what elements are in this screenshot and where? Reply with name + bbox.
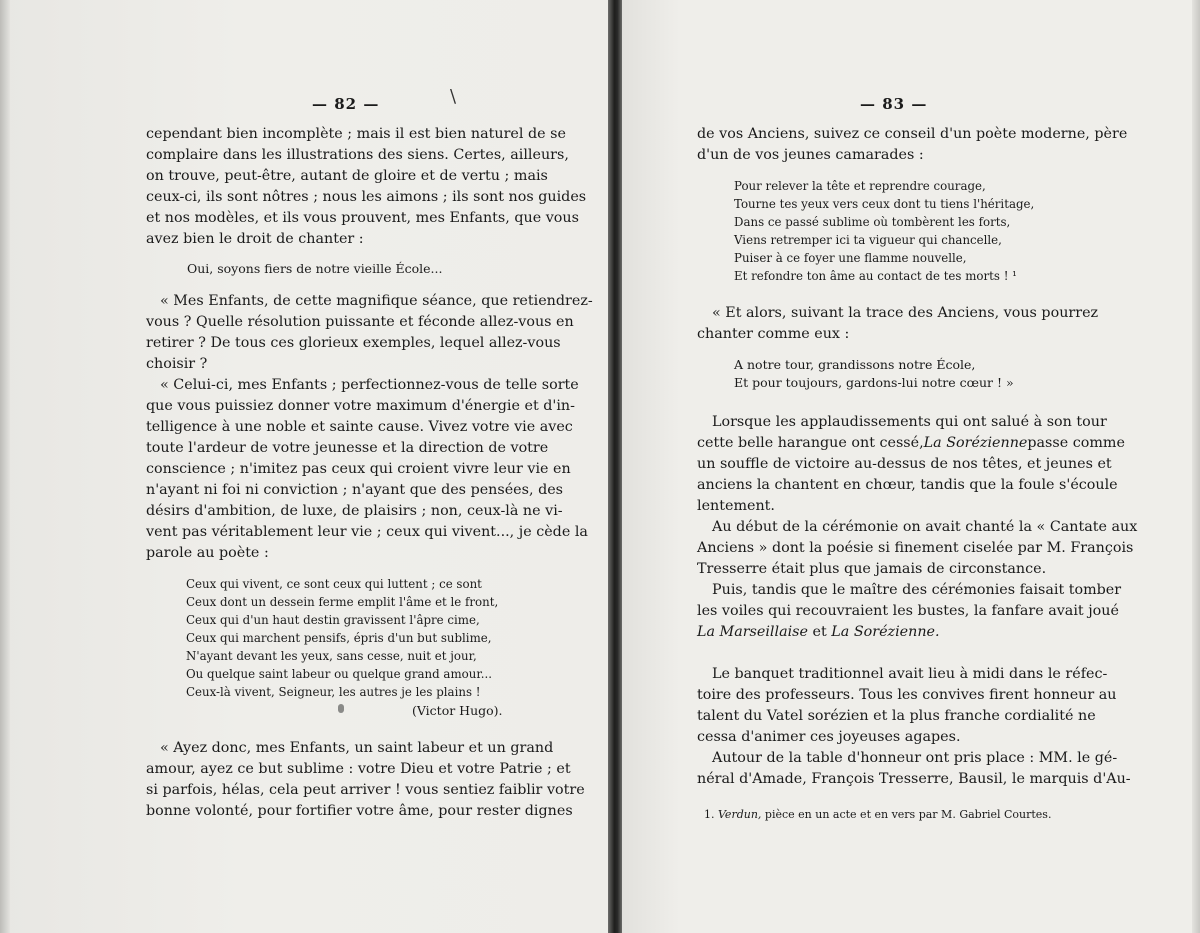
text-line: « Et alors, suivant la trace des Anciens, vous pourrez (712, 305, 1099, 321)
verse-line: Et refondre ton âme au contact de tes morts ! ¹ (734, 269, 1017, 283)
text-line: complaire dans les illustrations des siens. Certes, ailleurs, (146, 147, 569, 163)
footnote-title: Verdun, (718, 808, 762, 821)
text-line: choisir ? (146, 356, 208, 372)
text-line: Anciens » dont la poésie si finement ciselée par M. François (697, 540, 1134, 556)
text-line: Puis, tandis que le maître des cérémonies faisait tomber (712, 582, 1122, 598)
text-fragment: passe comme (1027, 435, 1125, 451)
pencil-mark: \ (450, 86, 457, 107)
text-line: un souffle de victoire au-dessus de nos têtes, et jeunes et (697, 456, 1112, 472)
page-edge-shadow (1192, 0, 1200, 933)
text-line: et nos modèles, et ils vous prouvent, mes Enfants, que vous (146, 210, 579, 226)
footnote-text: pièce en un acte et en vers par M. Gabriel Courtes. (764, 808, 1052, 821)
page-edge-shadow (0, 0, 10, 933)
verse-line: Puiser à ce foyer une flamme nouvelle, (734, 251, 967, 265)
text-line: vent pas véritablement leur vie ; ceux qui vivent..., je cède la (146, 524, 588, 540)
page-number-left: — 82 — (312, 95, 380, 113)
song-title: La Sorézienne. (831, 624, 940, 640)
text-line (697, 622, 940, 643)
text-line: bonne volonté, pour fortifier votre âme, pour rester dignes (146, 803, 573, 819)
text-line: conscience ; n'imitez pas ceux qui croient vivre leur vie en (146, 461, 571, 477)
text-fragment: et (812, 624, 827, 640)
verse-line: Ceux qui marchent pensifs, épris d'un but sublime, (186, 631, 492, 645)
footnote (704, 808, 1051, 821)
text-line: désirs d'ambition, de luxe, de plaisirs ; non, ceux-là ne vi- (146, 503, 563, 519)
text-line: toute l'ardeur de votre jeunesse et la direction de votre (146, 440, 549, 456)
verse-line: Ceux qui d'un haut destin gravissent l'âpre cime, (186, 613, 480, 627)
text-line: Lorsque les applaudissements qui ont salué à son tour (712, 414, 1107, 430)
text-line: lentement. (697, 498, 775, 514)
text-line: toire des professeurs. Tous les convives firent honneur au (697, 687, 1117, 703)
page-number-right: — 83 — (860, 95, 928, 113)
text-line: « Mes Enfants, de cette magnifique séance, que retiendrez- (160, 293, 593, 309)
text-line: telligence à une noble et sainte cause. Vivez votre vie avec (146, 419, 573, 435)
poem-attribution: (Victor Hugo). (412, 703, 503, 718)
text-line: vous ? Quelle résolution puissante et féconde allez-vous en (146, 314, 574, 330)
verse-line: Tourne tes yeux vers ceux dont tu tiens l'héritage, (734, 197, 1035, 211)
text-line: on trouve, peut-être, autant de gloire et de vertu ; mais (146, 168, 548, 184)
text-line: cessa d'animer ces joyeuses agapes. (697, 729, 961, 745)
text-line: Au début de la cérémonie on avait chanté la « Cantate aux (712, 519, 1138, 535)
verse-line: Ceux qui vivent, ce sont ceux qui luttent ; ce sont (186, 577, 482, 591)
text-line: anciens la chantent en chœur, tandis que la foule s'écoule (697, 477, 1118, 493)
text-line: les voiles qui recouvraient les bustes, la fanfare avait joué (697, 603, 1119, 619)
verse-line: Ceux dont un dessein ferme emplit l'âme et le front, (186, 595, 499, 609)
text-line: de vos Anciens, suivez ce conseil d'un poète moderne, père (697, 126, 1128, 142)
text-line: avez bien le droit de chanter : (146, 231, 364, 247)
verse-line: Ceux-là vivent, Seigneur, les autres je les plains ! (186, 685, 481, 699)
text-line: Autour de la table d'honneur ont pris place : MM. le gé- (712, 750, 1118, 766)
ink-spot (338, 704, 344, 713)
text-line: que vous puissiez donner votre maximum d'énergie et d'in- (146, 398, 575, 414)
text-line: retirer ? De tous ces glorieux exemples, lequel allez-vous (146, 335, 561, 351)
text-line: talent du Vatel sorézien et la plus franche cordialité ne (697, 708, 1096, 724)
text-line: ceux-ci, ils sont nôtres ; nous les aimons ; ils sont nos guides (146, 189, 587, 205)
quote-line: A notre tour, grandissons notre École, (734, 357, 976, 372)
text-line: « Celui-ci, mes Enfants ; perfectionnez-vous de telle sorte (160, 377, 579, 393)
verse-line: Viens retremper ici ta vigueur qui chancelle, (734, 233, 1002, 247)
text-line: chanter comme eux : (697, 326, 850, 342)
text-line: néral d'Amade, François Tresserre, Bausil, le marquis d'Au- (697, 771, 1131, 787)
quote-line: Oui, soyons fiers de notre vieille École... (187, 261, 443, 276)
text-line: si parfois, hélas, cela peut arriver ! vous sentiez faiblir votre (146, 782, 585, 798)
text-line: d'un de vos jeunes camarades : (697, 147, 924, 163)
song-title: La Marseillaise (697, 624, 808, 640)
text-line: amour, ayez ce but sublime : votre Dieu et votre Patrie ; et (146, 761, 571, 777)
verse-line: Ou quelque saint labeur ou quelque grand amour... (186, 667, 492, 681)
quote-line: Et pour toujours, gardons-lui notre cœur ! » (734, 375, 1014, 390)
verse-line: N'ayant devant les yeux, sans cesse, nuit et jour, (186, 649, 477, 663)
song-title: La Sorézienne (923, 435, 1028, 451)
footnote-number: 1. (704, 808, 715, 821)
verse-line: Dans ce passé sublime où tombèrent les forts, (734, 215, 1011, 229)
right-page (622, 0, 1200, 933)
text-fragment: cette belle harangue ont cessé, (697, 435, 924, 451)
text-line: cependant bien incomplète ; mais il est bien naturel de se (146, 126, 566, 142)
text-line: Tresserre était plus que jamais de circonstance. (697, 561, 1047, 577)
text-line: Le banquet traditionnel avait lieu à midi dans le réfec- (712, 666, 1108, 682)
verse-line: Pour relever la tête et reprendre courage, (734, 179, 986, 193)
text-line: parole au poète : (146, 545, 269, 561)
text-line: n'ayant ni foi ni conviction ; n'ayant que des pensées, des (146, 482, 564, 498)
text-line (697, 433, 1125, 454)
text-line: « Ayez donc, mes Enfants, un saint labeur et un grand (160, 740, 554, 756)
